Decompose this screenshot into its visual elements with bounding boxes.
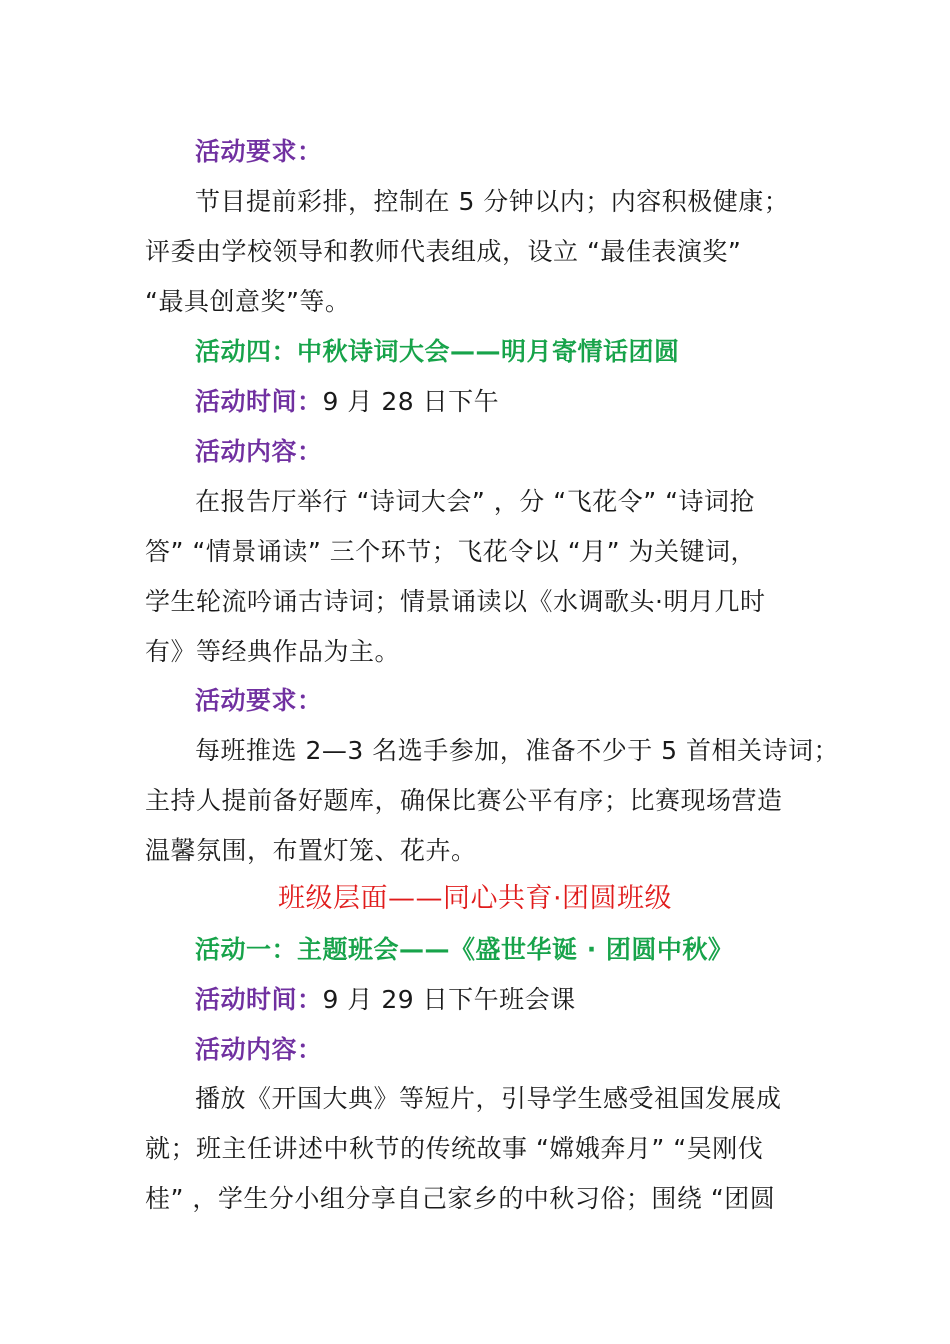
activity-time-label: 活动时间：: [195, 387, 323, 416]
activity-content-line: 桂” ，学生分小组分享自己家乡的中秋习俗；围绕 “团圆: [145, 1184, 776, 1213]
activity-four-heading: 活动四：中秋诗词大会——明月寄情话团圆: [195, 337, 680, 366]
requirements-label: 活动要求：: [195, 686, 323, 715]
activity-time-row: [195, 985, 865, 1015]
activity-time-value: 9 月 28 日下午: [322, 387, 500, 416]
requirements-text-line: 主持人提前备好题库，确保比赛公平有序；比赛现场营造: [145, 786, 783, 815]
activity-content-line: 在报告厅举行 “诗词大会” ，分 “飞花令” “诗词抢: [195, 487, 756, 516]
requirements-label: 活动要求：: [195, 137, 323, 166]
activity-time-row: [195, 387, 865, 417]
activity-time-value: 9 月 29 日下午班会课: [322, 985, 576, 1014]
requirements-text-line: 节目提前彩排，控制在 5 分钟以内；内容积极健康；: [195, 187, 790, 216]
activity-content-line: 就；班主任讲述中秋节的传统故事 “嫦娥奔月” “吴刚伐: [145, 1134, 764, 1163]
activity-time-label: 活动时间：: [195, 985, 323, 1014]
activity-content-label: 活动内容：: [195, 1035, 323, 1064]
activity-content-line: 有》等经典作品为主。: [145, 637, 401, 666]
class-level-section-heading: 班级层面——同心共育·团圆班级: [277, 883, 673, 914]
requirements-text-line: “最具创意奖”等。: [145, 287, 351, 316]
activity-content-line: 学生轮流吟诵古诗词；情景诵读以《水调歌头·明月几时: [145, 587, 766, 616]
requirements-text-line: 评委由学校领导和教师代表组成，设立 “最佳表演奖”: [145, 237, 742, 266]
activity-content-label: 活动内容：: [195, 437, 323, 466]
requirements-text-line: 温馨氛围，布置灯笼、花卉。: [145, 836, 477, 865]
activity-one-heading: 活动一：主题班会——《盛世华诞 · 团圆中秋》: [195, 935, 734, 964]
activity-content-line: 答” “情景诵读” 三个环节；飞花令以 “月” 为关键词，: [145, 537, 757, 566]
activity-content-line: 播放《开国大典》等短片，引导学生感受祖国发展成: [195, 1084, 782, 1113]
requirements-text-line: 每班推选 2—3 名选手参加，准备不少于 5 首相关诗词；: [195, 736, 840, 765]
